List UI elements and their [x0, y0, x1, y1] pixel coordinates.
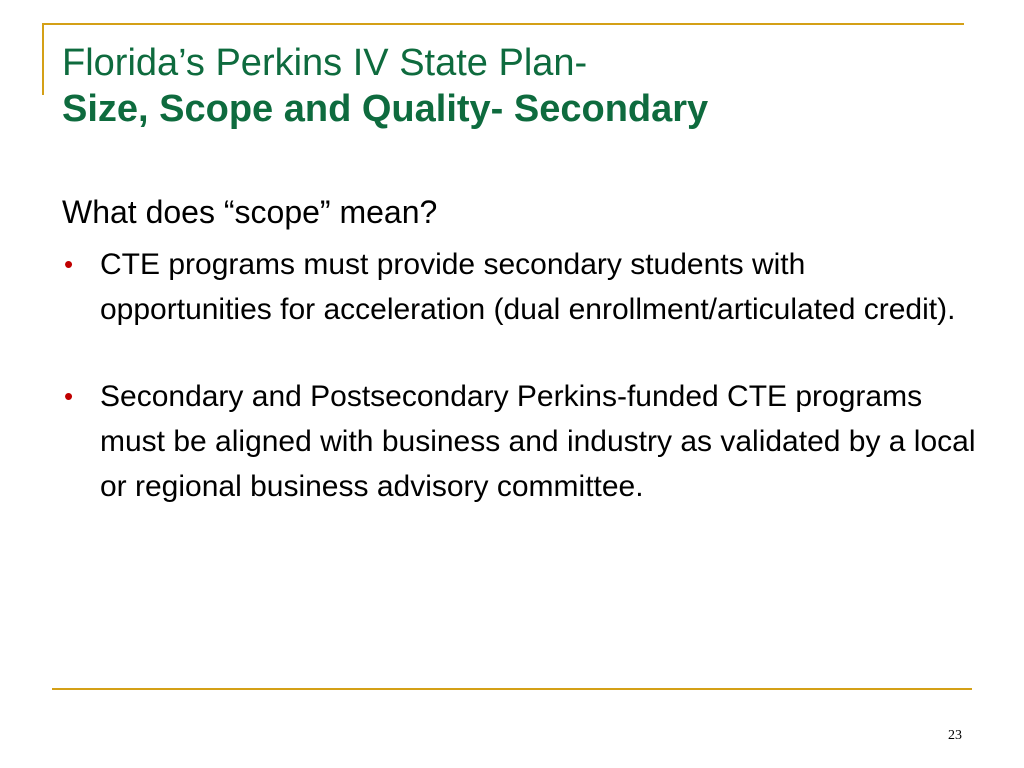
title-line-2: Size, Scope and Quality- Secondary	[62, 88, 709, 130]
title-line-1: Florida’s Perkins IV State Plan-	[62, 42, 588, 84]
question-heading: What does “scope” mean?	[62, 194, 438, 230]
page-number: 23	[948, 728, 962, 743]
bullet-text-2: Secondary and Postsecondary Perkins-funded CTE programs must be aligned with business and industry as validated by a local or regional business advisory committee.	[100, 380, 976, 503]
slide-title	[62, 40, 1002, 132]
bullet-text-1: CTE programs must provide secondary students with opportunities for acceleration (dual enrollment/articulated credit).	[100, 248, 956, 326]
bullet-icon: •	[64, 381, 74, 411]
bottom-rule	[52, 688, 972, 690]
bullet-item-1	[62, 242, 982, 332]
left-rule	[42, 23, 44, 95]
bullet-item-2	[62, 374, 982, 509]
slide-body	[62, 190, 982, 509]
top-rule	[42, 23, 964, 25]
bullet-icon: •	[64, 249, 74, 279]
